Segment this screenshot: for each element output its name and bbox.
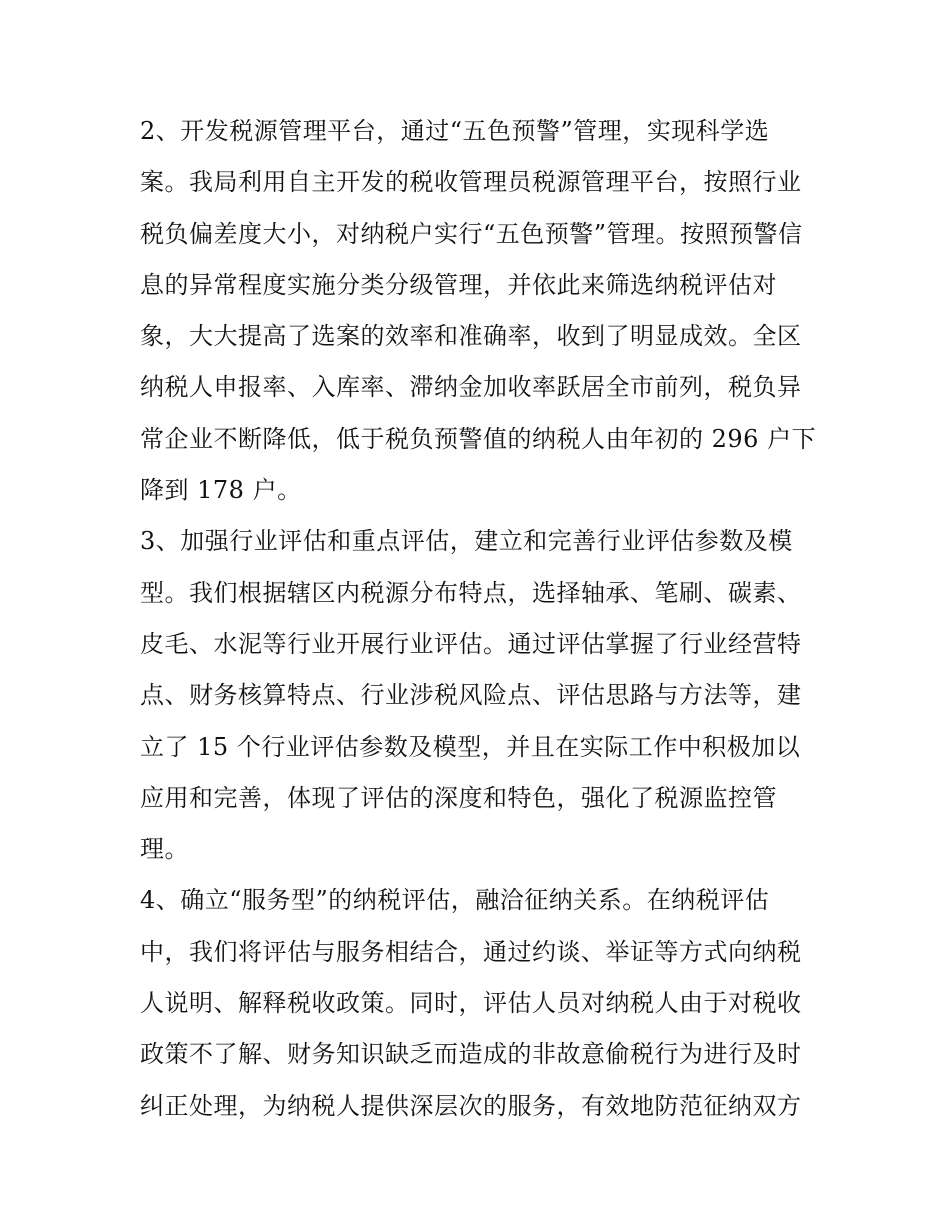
paragraph-3-line-3: 皮毛、水泥等行业开展行业评估。通过评估掌握了行业经营特 <box>140 629 802 658</box>
paragraph-2-line-1: 2、开发税源管理平台，通过“五色预警”管理，实现科学选 <box>140 117 770 145</box>
paragraph-3-line-4: 点、财务核算特点、行业涉税风险点、评估思路与方法等，建 <box>140 681 802 710</box>
paragraph-2-line-4: 息的异常程度实施分类分级管理，并依此来筛选纳税评估对 <box>140 270 777 299</box>
paragraph-3-line-5: 立了 15 个行业评估参数及模型，并且在实际工作中积极加以 <box>140 732 801 761</box>
paragraph-3-line-2: 型。我们根据辖区内税源分布特点，选择轴承、笔刷、碳素、 <box>140 578 802 607</box>
paragraph-2-line-5: 象，大大提高了选案的效率和准确率，收到了明显成效。全区 <box>140 322 802 351</box>
paragraph-3-line-1: 3、加强行业评估和重点评估，建立和完善行业评估参数及模 <box>140 527 793 556</box>
paragraph-3-line-6: 应用和完善，体现了评估的深度和特色，强化了税源监控管 <box>140 783 777 812</box>
paragraph-2-line-3: 税负偏差度大小，对纳税户实行“五色预警”管理。按照预警信 <box>140 219 803 248</box>
paragraph-4-line-5: 纠正处理，为纳税人提供深层次的服务，有效地防范征纳双方 <box>140 1091 802 1120</box>
document-body <box>140 106 820 1132</box>
paragraph-2-line-8: 降到 178 户。 <box>140 476 302 505</box>
paragraph-2-line-6: 纳税人申报率、入库率、滞纳金加收率跃居全市前列，税负异 <box>140 373 802 402</box>
paragraph-2-line-7: 常企业不断降低，低于税负预警值的纳税人由年初的 296 户下 <box>140 424 817 453</box>
paragraph-3-line-7: 理。 <box>140 835 189 864</box>
paragraph-4-line-4: 政策不了解、财务知识缺乏而造成的非故意偷税行为进行及时 <box>140 1040 802 1069</box>
paragraph-4-line-3: 人说明、解释税收政策。同时，评估人员对纳税人由于对税收 <box>140 989 802 1018</box>
paragraph-2-line-2: 案。我局利用自主开发的税收管理员税源管理平台，按照行业 <box>140 168 802 197</box>
paragraph-4-line-1: 4、确立“服务型”的纳税评估，融洽征纳关系。在纳税评估 <box>140 886 770 915</box>
paragraph-4-line-2: 中，我们将评估与服务相结合，通过约谈、举证等方式向纳税 <box>140 937 802 966</box>
